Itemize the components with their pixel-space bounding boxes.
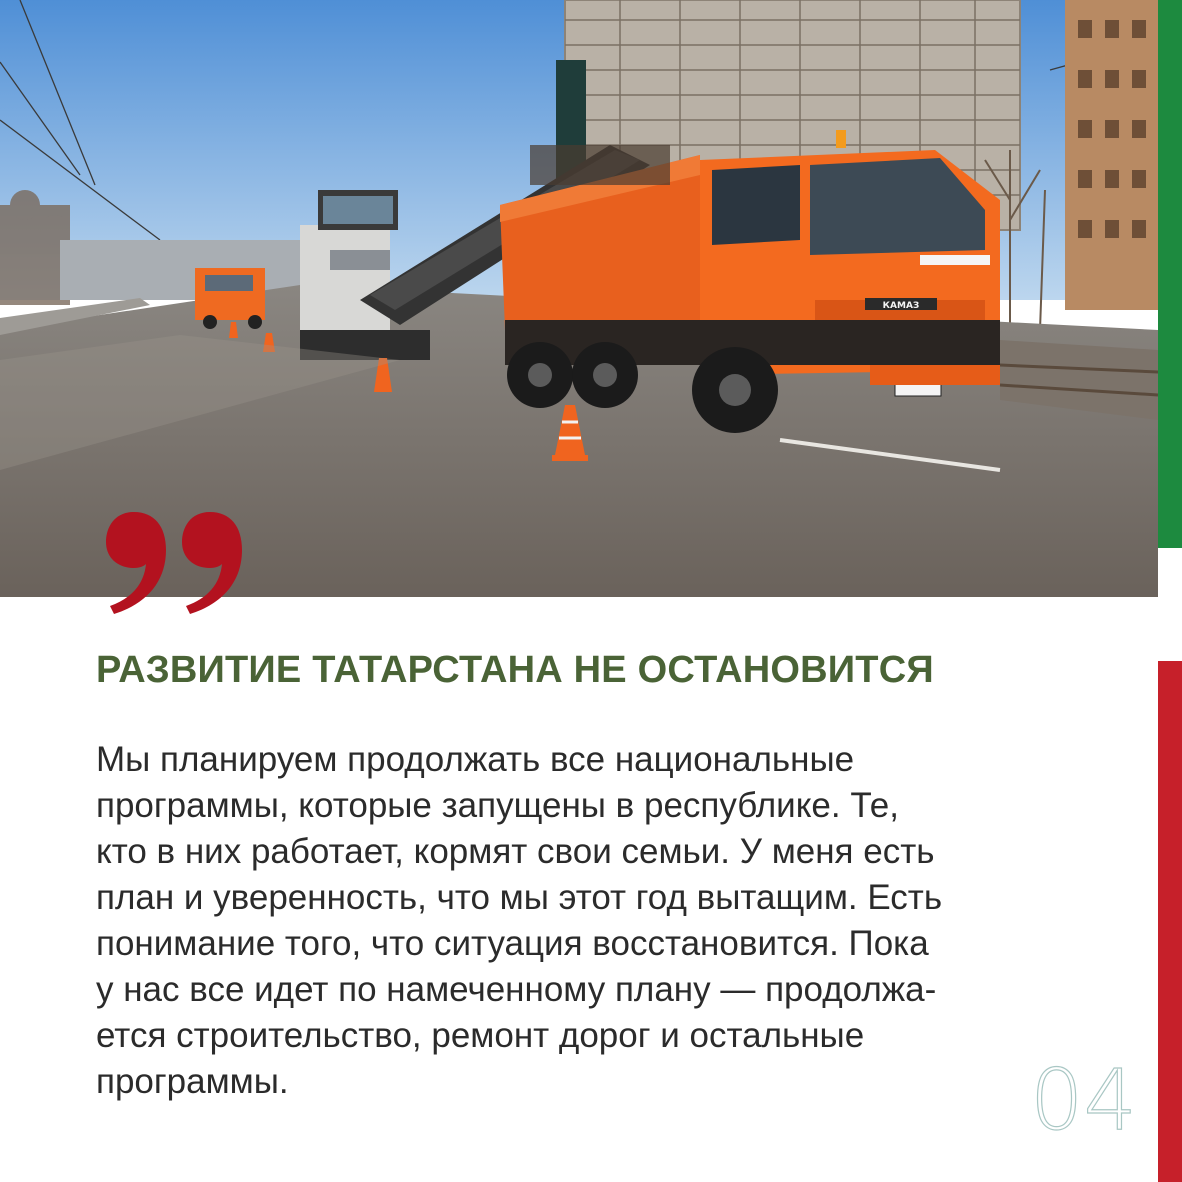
flag-stripe-green — [1158, 0, 1182, 548]
headline: РАЗВИТИЕ ТАТАРСТАНА НЕ ОСТАНОВИТСЯ — [96, 649, 934, 691]
quote-mark-icon — [104, 508, 254, 618]
body-line: ется строительство, ремонт дорог и остальные — [96, 1016, 865, 1055]
body-line: понимание того, что ситуация восстановится. Пока — [96, 924, 929, 963]
body-line: у нас все идет по намеченному плану — продолжа- — [96, 970, 937, 1009]
body-line: программы. — [96, 1062, 289, 1101]
body-line: план и уверенность, что мы этот год вытащим. Есть — [96, 878, 943, 917]
dump-truck — [500, 130, 1000, 433]
trees-left — [0, 190, 70, 305]
flag-stripe-white — [1158, 548, 1182, 661]
page-number: 04 — [1030, 1051, 1137, 1149]
truck-brand: КАМАЗ — [882, 301, 920, 311]
body-line: программы, которые запущены в республике. Те, — [96, 786, 899, 825]
far-truck — [195, 268, 265, 329]
body-text — [96, 737, 1136, 1105]
body-line: кто в них работает, кормят свои семьи. У меня есть — [96, 832, 935, 871]
body-line: Мы планируем продолжать все национальные — [96, 740, 855, 779]
building-right — [1065, 0, 1158, 310]
flag-stripe-red — [1158, 661, 1182, 1182]
